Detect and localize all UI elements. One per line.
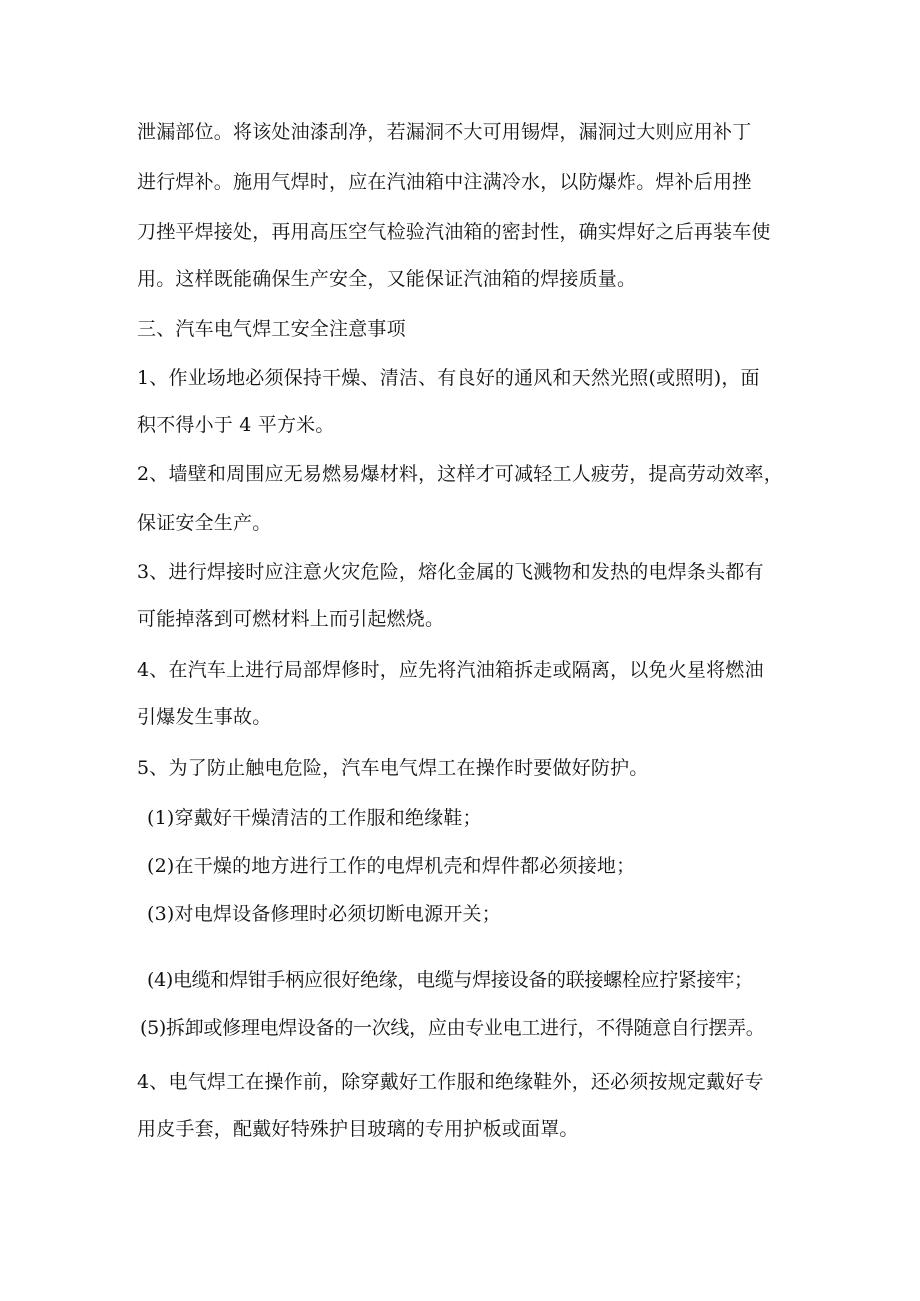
heading-line: 三、汽车电气焊工安全注意事项: [137, 318, 406, 340]
text-line: 引爆发生事故。: [137, 706, 272, 728]
text-line: 用皮手套，配戴好特殊护目玻璃的专用护板或面罩。: [137, 1118, 579, 1140]
text-line: (4)电缆和焊钳手柄应很好绝缘，电缆与焊接设备的联接螺栓应拧紧接牢；: [147, 969, 753, 991]
text-line: 1、作业场地必须保持干燥、清洁、有良好的通风和天然光照(或照明)，面: [137, 367, 760, 389]
text-line: 4、在汽车上进行局部焊修时，应先将汽油箱拆走或隔离，以免火星将燃油: [137, 659, 764, 681]
text-line: 5、为了防止触电危险，汽车电气焊工在操作时要做好防护。: [137, 757, 649, 779]
text-line: (1)穿戴好干燥清洁的工作服和绝缘鞋；: [147, 807, 482, 829]
text-line: 可能掉落到可燃材料上而引起燃烧。: [137, 608, 445, 630]
text-line: 4、电气焊工在操作前，除穿戴好工作服和绝缘鞋外，还必须按规定戴好专: [137, 1071, 764, 1093]
text-line: 积不得小于 4 平方米。: [137, 414, 335, 436]
text-line: 3、进行焊接时应注意火灾危险，熔化金属的飞溅物和发热的电焊条头都有: [137, 561, 764, 583]
text-line: 2、墙壁和周围应无易燃易爆材料，这样才可减轻工人疲劳，提高劳动效率，: [137, 463, 783, 485]
text-line: 刀挫平焊接处，再用高压空气检验汽油箱的密封性，确实焊好之后再装车使: [137, 221, 771, 243]
text-line: (2)在干燥的地方进行工作的电焊机壳和焊件都必须接地；: [147, 855, 636, 877]
text-line: 用。这样既能确保生产安全，又能保证汽油箱的焊接质量。: [137, 268, 637, 290]
text-line: 泄漏部位。将该处油漆刮净，若漏洞不大可用锡焊，漏洞过大则应用补丁: [137, 121, 752, 143]
text-line: (5)拆卸或修理电焊设备的一次线，应由专业电工进行，不得随意自行摆弄。: [140, 1017, 765, 1039]
text-line: 进行焊补。施用气焊时，应在汽油箱中注满冷水，以防爆炸。焊补后用挫: [137, 171, 752, 193]
text-line: 保证安全生产。: [137, 512, 272, 534]
text-line: (3)对电焊设备修理时必须切断电源开关；: [147, 903, 501, 925]
